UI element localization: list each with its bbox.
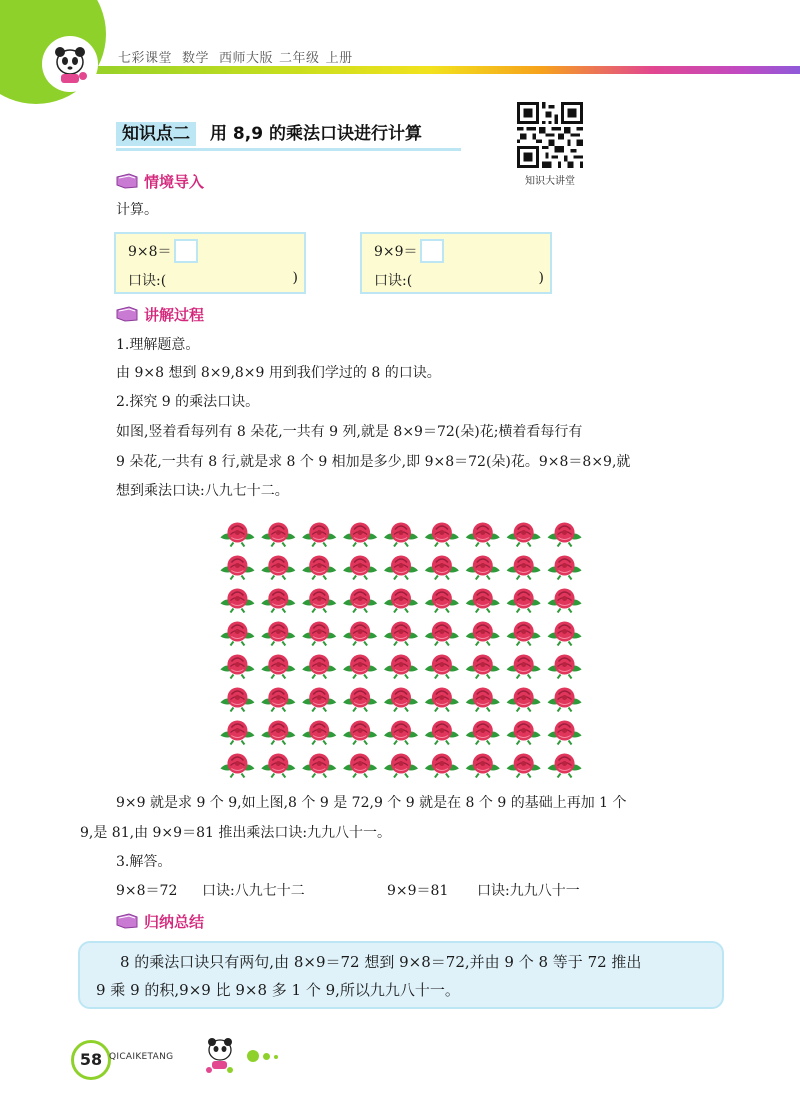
summary-heading <box>116 910 204 932</box>
rose-flower <box>466 655 500 679</box>
knowledge-point-tag: 知识点二 <box>116 122 196 146</box>
rose-flower <box>384 556 418 580</box>
rose-flower <box>548 655 582 679</box>
rose-flower <box>261 754 295 778</box>
summary-line-2: 9 乘 9 的积,9×9 比 9×8 多 1 个 9,所以九九八十一。 <box>96 981 460 999</box>
book-icon <box>116 173 138 189</box>
answer-2-rhyme: 口诀:九九八十一 <box>477 883 580 899</box>
section-underline <box>116 148 461 151</box>
rose-flower <box>302 754 336 778</box>
summary-heading-label: 归纳总结 <box>144 912 205 931</box>
exercise-1-rhyme-close: ) <box>292 270 298 286</box>
explain-line-1: 1.理解题意。 <box>116 337 200 353</box>
rose-flower <box>343 721 377 745</box>
rose-flower <box>343 556 377 580</box>
rose-grid-figure <box>217 515 585 779</box>
rose-flower <box>425 754 459 778</box>
exercise-box-1 <box>114 232 306 294</box>
rose-flower <box>548 721 582 745</box>
qr-caption: 知识大讲堂 <box>525 176 575 187</box>
header-series: 七彩课堂 <box>118 51 173 66</box>
intro-heading <box>116 170 204 192</box>
exercise-1-rhyme-label: 口诀:( <box>128 273 167 289</box>
rose-flower <box>466 523 500 547</box>
panda-mascot-icon <box>200 1030 246 1076</box>
rose-flower <box>384 754 418 778</box>
rose-flower <box>507 523 541 547</box>
rose-flower <box>220 688 254 712</box>
rose-flower <box>507 688 541 712</box>
page-number: 58 <box>71 1040 111 1080</box>
rose-flower <box>384 721 418 745</box>
rose-flower <box>548 688 582 712</box>
footer-dot-large <box>247 1050 259 1062</box>
rose-flower <box>384 622 418 646</box>
explain-line-4: 如图,竖着看每列有 8 朵花,一共有 9 列,就是 8×9＝72(朵)花;横着看每行有 <box>116 424 583 440</box>
explain-after-line-2: 9,是 81,由 9×9＝81 推出乘法口诀:九九八十一。 <box>80 825 392 841</box>
rose-flower <box>302 721 336 745</box>
rose-flower <box>384 589 418 613</box>
rose-flower <box>507 556 541 580</box>
rose-flower <box>466 622 500 646</box>
rose-flower <box>548 589 582 613</box>
rose-flower <box>343 622 377 646</box>
rose-flower <box>425 556 459 580</box>
rose-flower <box>261 655 295 679</box>
qr-code-icon[interactable] <box>517 102 583 168</box>
rose-flower <box>343 754 377 778</box>
rose-flower <box>425 523 459 547</box>
explain-line-3: 2.探究 9 的乘法口诀。 <box>116 394 260 410</box>
rose-flower <box>220 556 254 580</box>
rose-flower <box>302 688 336 712</box>
header-publisher: 西师大版 <box>219 51 274 66</box>
summary-line-1: 8 的乘法口诀只有两句,由 8×9＝72 想到 9×8＝72,并由 9 个 8 等于 72 推出 <box>120 953 642 971</box>
rose-flower <box>343 688 377 712</box>
explain-line-2: 由 9×8 想到 8×9,8×9 用到我们学过的 8 的口诀。 <box>116 365 441 381</box>
explain-after-line-3: 3.解答。 <box>116 854 172 870</box>
header-volume: 上册 <box>325 51 353 66</box>
header-rainbow-bar <box>60 66 800 74</box>
header-subject: 数学 <box>182 51 210 66</box>
summary-box <box>78 941 724 1009</box>
footer-dot-medium <box>263 1053 270 1060</box>
panda-mascot-icon <box>45 38 95 88</box>
rose-flower <box>261 622 295 646</box>
rose-flower <box>302 655 336 679</box>
header-grade: 二年级 <box>279 51 320 66</box>
exercise-box-2 <box>360 232 552 294</box>
rose-flower <box>425 721 459 745</box>
exercise-2-rhyme-close: ) <box>538 270 544 286</box>
rose-flower <box>466 721 500 745</box>
intro-instruction: 计算。 <box>116 202 158 218</box>
header-title <box>118 47 363 66</box>
answer-1-equation: 9×8＝72 <box>116 883 178 899</box>
answer-1-rhyme: 口诀:八九七十二 <box>202 883 305 899</box>
exercise-1-answer-box[interactable] <box>174 239 198 263</box>
rose-flower <box>507 589 541 613</box>
rose-flower <box>548 556 582 580</box>
rose-flower <box>220 721 254 745</box>
answer-2-equation: 9×9＝81 <box>387 883 449 899</box>
explain-line-6: 想到乘法口诀:八九七十二。 <box>116 483 289 499</box>
rose-flower <box>384 655 418 679</box>
explain-after-line-1: 9×9 就是求 9 个 9,如上图,8 个 9 是 72,9 个 9 就是在 8 个 9 的基础上再加 1 个 <box>116 795 627 811</box>
rose-flower <box>425 655 459 679</box>
rose-flower <box>507 655 541 679</box>
exercise-2-equation: 9×9＝ <box>374 244 418 260</box>
rose-flower <box>261 688 295 712</box>
rose-flower <box>220 523 254 547</box>
rose-flower <box>302 622 336 646</box>
intro-heading-label: 情境导入 <box>144 172 205 191</box>
rose-flower <box>466 589 500 613</box>
rose-flower <box>220 754 254 778</box>
rose-flower <box>261 523 295 547</box>
rose-flower <box>220 622 254 646</box>
rose-flower <box>261 589 295 613</box>
exercise-1-equation: 9×8＝ <box>128 244 172 260</box>
rose-flower <box>507 622 541 646</box>
rose-flower <box>466 754 500 778</box>
explain-line-5: 9 朵花,一共有 8 行,就是求 8 个 9 相加是多少,即 9×8＝72(朵)花。9×8＝8×9,就 <box>116 454 631 470</box>
rose-flower <box>220 589 254 613</box>
rose-flower <box>302 523 336 547</box>
footer-brand: QICAIKETANG <box>109 1052 174 1062</box>
rose-flower <box>343 589 377 613</box>
rose-flower <box>261 556 295 580</box>
rose-flower <box>384 688 418 712</box>
rose-flower <box>220 655 254 679</box>
exercise-2-answer-box[interactable] <box>420 239 444 263</box>
rose-flower <box>507 754 541 778</box>
rose-flower <box>425 589 459 613</box>
section-title: 用 8,9 的乘法口诀进行计算 <box>210 124 422 144</box>
rose-flower <box>466 556 500 580</box>
rose-flower <box>548 523 582 547</box>
explain-heading <box>116 303 204 325</box>
rose-flower <box>261 721 295 745</box>
exercise-2-rhyme-label: 口诀:( <box>374 273 413 289</box>
footer-dot-small <box>274 1055 278 1059</box>
rose-flower <box>343 523 377 547</box>
rose-flower <box>507 721 541 745</box>
rose-flower <box>425 688 459 712</box>
rose-flower <box>302 589 336 613</box>
rose-flower <box>343 655 377 679</box>
rose-flower <box>425 622 459 646</box>
book-icon <box>116 306 138 322</box>
rose-flower <box>548 622 582 646</box>
explain-heading-label: 讲解过程 <box>144 305 205 324</box>
book-icon <box>116 913 138 929</box>
rose-flower <box>548 754 582 778</box>
rose-flower <box>384 523 418 547</box>
rose-flower <box>466 688 500 712</box>
rose-flower <box>302 556 336 580</box>
